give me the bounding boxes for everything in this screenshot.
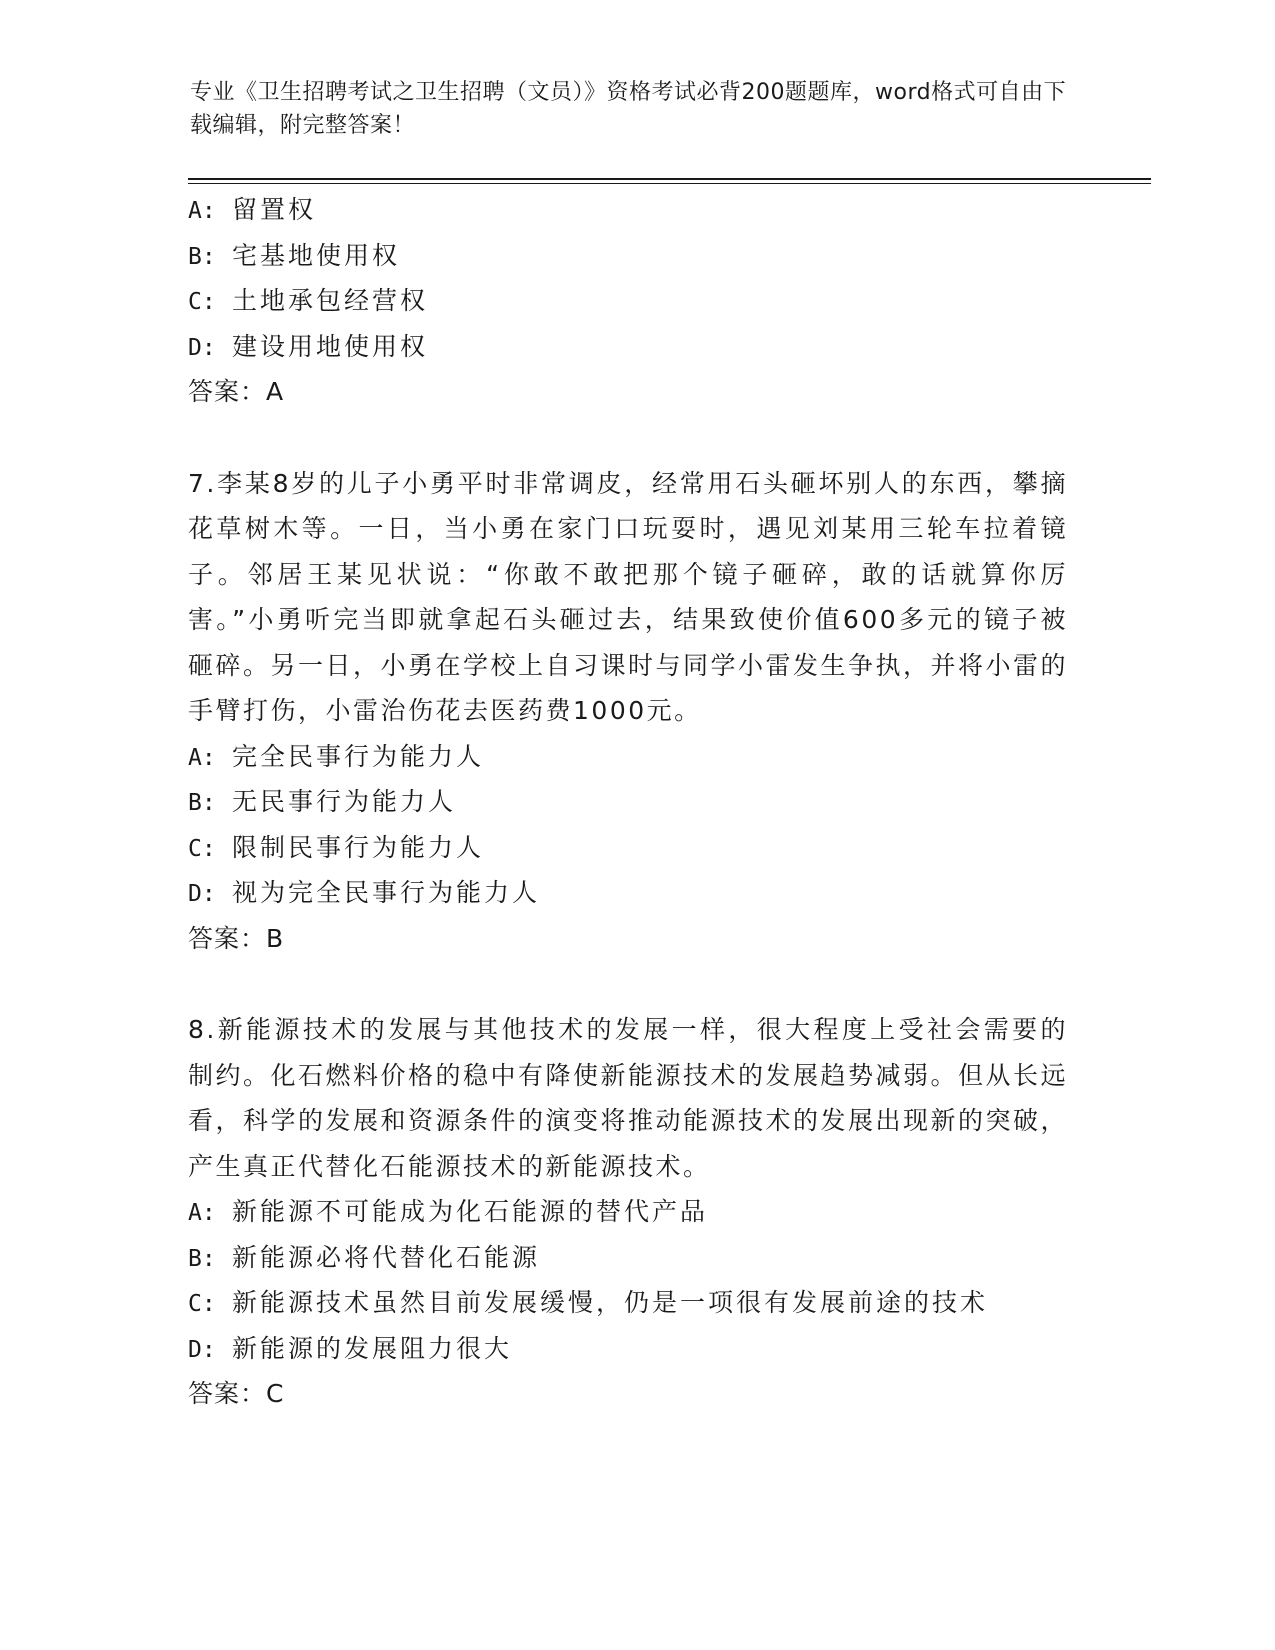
option-text: 完全民事行为能力人: [232, 741, 485, 771]
option-d: [188, 324, 1068, 370]
header-divider-thick: [188, 178, 1151, 180]
option-label: B:: [188, 790, 216, 816]
spacer: [188, 961, 1068, 1007]
option-a: [188, 187, 1068, 233]
option-text: 土地承包经营权: [232, 286, 429, 315]
option-label: D:: [188, 881, 216, 907]
option-text: 限制民事行为能力人: [232, 832, 485, 862]
option-text: 视为完全民事行为能力人: [232, 878, 541, 907]
option-label: B:: [188, 1245, 216, 1272]
option-text: 新能源必将代替化石能源: [232, 1242, 541, 1272]
question-stem: 8.新能源技术的发展与其他技术的发展一样，很大程度上受社会需要的制约。化石燃料价格的稳中有降使新能源技术的发展趋势减弱。但从长远看，科学的发展和资源条件的演变将推动能源技术的发展出现新的突破，产生真正代替化石能源技术的新能源技术。: [188, 1015, 1069, 1181]
option-label: B:: [188, 243, 216, 270]
option-b: [188, 1235, 1068, 1281]
option-b: [188, 779, 1068, 825]
option-b: [188, 233, 1068, 279]
answer-line: 答案：A: [188, 377, 285, 406]
option-label: A:: [188, 198, 216, 224]
option-text: 新能源的发展阻力很大: [232, 1333, 513, 1363]
option-text: 无民事行为能力人: [232, 787, 457, 816]
option-text: 新能源技术虽然目前发展缓慢，仍是一项很有发展前途的技术: [232, 1288, 989, 1317]
header-divider-thin: [188, 183, 1151, 184]
option-text: 留置权: [232, 195, 317, 224]
option-d: [188, 870, 1068, 916]
option-text: 宅基地使用权: [232, 240, 401, 270]
option-label: C:: [188, 289, 216, 315]
document-body: [188, 187, 1068, 1417]
option-label: D:: [188, 1336, 216, 1363]
option-label: A:: [188, 744, 216, 771]
option-text: 新能源不可能成为化石能源的替代产品: [232, 1197, 709, 1226]
answer-line: 答案：B: [188, 923, 285, 953]
option-text: 建设用地使用权: [232, 331, 429, 361]
option-label: C:: [188, 835, 216, 862]
option-c: [188, 278, 1068, 324]
option-a: [188, 1189, 1068, 1235]
option-c: [188, 825, 1068, 871]
option-label: D:: [188, 334, 216, 361]
option-d: [188, 1326, 1068, 1372]
spacer: [188, 415, 1068, 461]
question-8: [188, 1007, 1068, 1417]
header-title: 专业《卫生招聘考试之卫生招聘（文员）》资格考试必背200题题库，word格式可自由下载编辑，附完整答案！: [190, 80, 1067, 138]
question-7: [188, 461, 1068, 962]
option-a: [188, 734, 1068, 780]
question-stem: 7.李某8岁的儿子小勇平时非常调皮，经常用石头砸坏别人的东西，攀摘花草树木等。一日，当小勇在家门口玩耍时，遇见刘某用三轮车拉着镜子。邻居王某见状说：“你敢不敢把那个镜子砸碎，敢的话就算你厉害。”小勇听完当即就拿起石头砸过去，结果致使价值600多元的镜子被砸碎。另一日，小勇在学校上自习课时与同学小雷发生争执，并将小雷的手臂打伤，小雷治伤花去医药费1000元。: [188, 468, 1069, 725]
option-label: C:: [188, 1291, 216, 1317]
answer-line: 答案：C: [188, 1379, 285, 1408]
question-6: [188, 187, 1068, 415]
option-c: [188, 1280, 1068, 1326]
option-label: A:: [188, 1200, 216, 1226]
document-header: [190, 76, 1070, 142]
